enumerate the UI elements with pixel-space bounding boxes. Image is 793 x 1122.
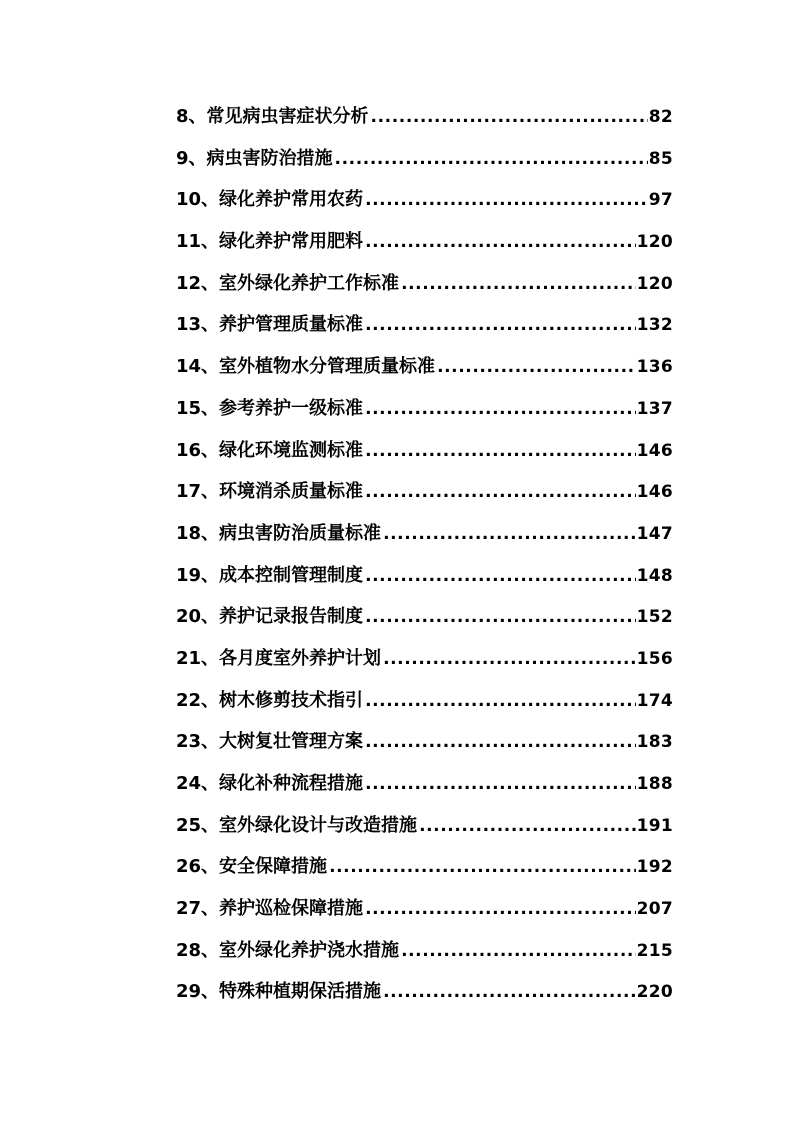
toc-entry-13[interactable] — [176, 309, 673, 351]
toc-entry-page: 147 — [636, 523, 673, 544]
toc-entry-title: 26、安全保障措施 — [176, 856, 328, 878]
toc-entry-17[interactable] — [176, 476, 673, 518]
toc-entry-page: 132 — [636, 315, 673, 336]
toc-entry-10[interactable] — [176, 184, 673, 226]
toc-entry-12[interactable] — [176, 268, 673, 310]
toc-entry-22[interactable] — [176, 685, 673, 727]
toc-entry-page: 183 — [636, 732, 673, 753]
toc-entry-page: 191 — [636, 815, 673, 836]
toc-dot-leader — [365, 726, 636, 758]
toc-dot-leader — [401, 268, 636, 300]
toc-dot-leader — [365, 768, 636, 800]
toc-entry-title: 28、室外绿化养护浇水措施 — [176, 939, 400, 961]
toc-entry-page: 192 — [636, 857, 673, 878]
toc-entry-title: 19、成本控制管理制度 — [176, 564, 364, 586]
toc-entry-page: 146 — [636, 482, 673, 503]
toc-entry-title: 14、室外植物水分管理质量标准 — [176, 356, 436, 378]
toc-entry-title: 27、养护巡检保障措施 — [176, 898, 364, 920]
toc-dot-leader — [365, 435, 636, 467]
toc-entry-page: 207 — [636, 899, 673, 920]
toc-dot-leader — [365, 476, 636, 508]
toc-entry-25[interactable] — [176, 810, 673, 852]
toc-entry-title: 29、特殊种植期保活措施 — [176, 981, 382, 1003]
toc-entry-11[interactable] — [176, 226, 673, 268]
toc-entry-title: 24、绿化补种流程措施 — [176, 773, 364, 794]
toc-dot-leader — [365, 893, 636, 925]
toc-entry-title: 17、环境消杀质量标准 — [176, 481, 364, 503]
toc-entry-8[interactable] — [176, 101, 673, 143]
toc-entry-9[interactable] — [176, 143, 673, 185]
toc-entry-page: 156 — [636, 648, 673, 669]
toc-dot-leader — [365, 601, 636, 633]
toc-entry-page: 152 — [636, 607, 673, 628]
toc-dot-leader — [419, 810, 636, 842]
toc-entry-15[interactable] — [176, 393, 673, 435]
toc-dot-leader — [365, 393, 636, 425]
toc-entry-page: 82 — [648, 107, 673, 127]
toc-entry-page: 215 — [636, 940, 673, 961]
toc-entry-page: 136 — [636, 357, 673, 378]
toc-entry-27[interactable] — [176, 893, 673, 935]
toc-entry-title: 18、病虫害防治质量标准 — [176, 522, 382, 544]
toc-entry-16[interactable] — [176, 435, 673, 477]
toc-entry-title: 10、绿化养护常用农药 — [176, 189, 364, 211]
toc-entry-19[interactable] — [176, 560, 673, 602]
toc-entry-14[interactable] — [176, 351, 673, 393]
toc-dot-leader — [365, 309, 636, 341]
toc-entry-page: 85 — [648, 148, 673, 169]
toc-entry-24[interactable] — [176, 768, 673, 810]
table-of-contents — [176, 101, 673, 1018]
toc-dot-leader — [383, 976, 636, 1008]
toc-dot-leader — [437, 351, 636, 383]
toc-entry-page: 146 — [636, 440, 673, 461]
toc-dot-leader — [401, 935, 636, 967]
toc-entry-23[interactable] — [176, 726, 673, 768]
toc-entry-title: 20、养护记录报告制度 — [176, 606, 364, 628]
toc-entry-title: 11、绿化养护常用肥料 — [176, 231, 364, 253]
toc-entry-18[interactable] — [176, 518, 673, 560]
toc-dot-leader — [383, 643, 636, 675]
toc-dot-leader — [329, 851, 636, 883]
toc-entry-title: 9、病虫害防治措施 — [176, 147, 333, 169]
toc-entry-title: 8、常见病虫害症状分析 — [176, 106, 369, 127]
toc-dot-leader — [371, 101, 648, 133]
toc-entry-26[interactable] — [176, 851, 673, 893]
toc-entry-page: 220 — [636, 982, 673, 1003]
toc-entry-page: 174 — [636, 690, 673, 711]
toc-entry-20[interactable] — [176, 601, 673, 643]
toc-entry-title: 23、大树复壮管理方案 — [176, 731, 364, 753]
toc-entry-title: 21、各月度室外养护计划 — [176, 647, 382, 669]
toc-entry-title: 16、绿化环境监测标准 — [176, 439, 364, 461]
toc-dot-leader — [335, 143, 648, 175]
toc-entry-title: 22、树木修剪技术指引 — [176, 689, 364, 711]
toc-entry-28[interactable] — [176, 935, 673, 977]
toc-entry-title: 12、室外绿化养护工作标准 — [176, 272, 400, 294]
toc-dot-leader — [365, 226, 636, 258]
toc-entry-page: 148 — [636, 565, 673, 586]
toc-entry-title: 13、养护管理质量标准 — [176, 314, 364, 336]
toc-entry-title: 25、室外绿化设计与改造措施 — [176, 814, 418, 836]
toc-entry-page: 97 — [648, 190, 673, 211]
toc-dot-leader — [383, 518, 636, 550]
toc-entry-29[interactable] — [176, 976, 673, 1018]
toc-entry-page: 120 — [636, 232, 673, 253]
toc-dot-leader — [365, 685, 636, 717]
toc-entry-title: 15、参考养护一级标准 — [176, 397, 364, 419]
toc-dot-leader — [365, 184, 648, 216]
toc-dot-leader — [365, 560, 636, 592]
toc-entry-page: 188 — [636, 774, 673, 794]
toc-entry-21[interactable] — [176, 643, 673, 685]
toc-entry-page: 137 — [636, 398, 673, 419]
toc-entry-page: 120 — [636, 273, 673, 294]
